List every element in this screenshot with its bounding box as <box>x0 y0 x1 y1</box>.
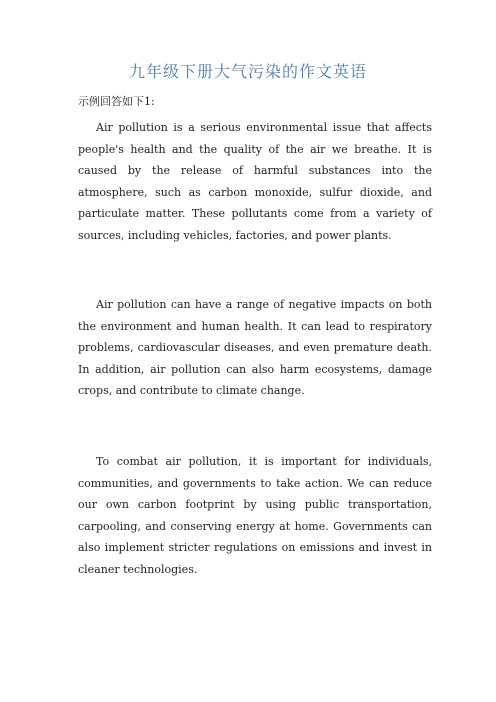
paragraph-1: Air pollution is a serious environmental issue that affects people's health and the quality of the air we breathe. It is caused by the release of harmful substances into the atmosphere, such as carbon monoxide, sulfur dioxide, and particulate matter. These pollutants come from a variety of sources, including vehicles, factories, and power plants. <box>78 121 432 242</box>
intro-line: 示例回答如下1: <box>78 95 155 108</box>
document-title: 九年级下册大气污染的作文英语 <box>128 62 367 81</box>
paragraph-3: To combat air pollution, it is important for individuals, communities, and governments to take action. We can reduce our own carbon footprint by using public transportation, carpooling, and conserving energy at home. Governments can also implement stricter regulations on emissions and invest in cleaner technologies. <box>78 455 432 576</box>
paragraph-2: Air pollution can have a range of negative impacts on both the environment and human health. It can lead to respiratory problems, cardiovascular diseases, and even premature death. In addition, air pollution can also harm ecosystems, damage crops, and contribute to climate change. <box>78 298 432 397</box>
